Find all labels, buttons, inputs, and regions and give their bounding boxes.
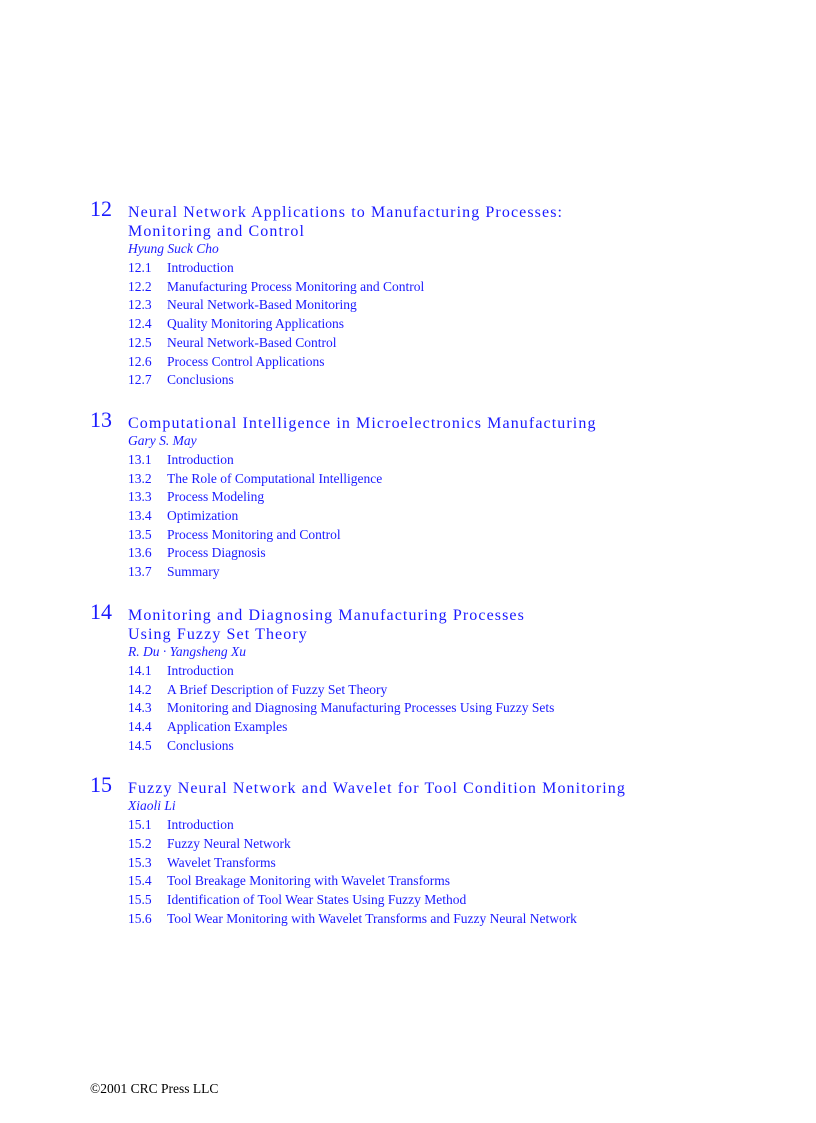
chapter-number[interactable]: 12: [90, 196, 112, 221]
chapter-title-link[interactable]: [128, 196, 790, 241]
section-number: 12.7: [128, 372, 152, 388]
section-title: Introduction: [167, 451, 234, 467]
section-title: Process Monitoring and Control: [167, 526, 341, 542]
section-list: [128, 662, 790, 756]
section-link[interactable]: [128, 563, 790, 582]
section-title: Conclusions: [167, 372, 234, 388]
chapter-14: [90, 599, 790, 756]
chapter-13: [90, 407, 790, 582]
section-link[interactable]: [128, 334, 790, 353]
section-title: Neural Network-Based Monitoring: [167, 297, 357, 313]
chapter-12: [90, 196, 790, 390]
chapter-title-line: Fuzzy Neural Network and Wavelet for Tool Condition Monitoring: [128, 780, 627, 798]
section-link[interactable]: [128, 662, 790, 681]
chapter-number[interactable]: 13: [90, 406, 112, 432]
chapter-title-link[interactable]: [128, 407, 790, 433]
section-link[interactable]: [128, 371, 790, 390]
section-title: Quality Monitoring Applications: [167, 316, 344, 332]
section-list: [128, 259, 790, 390]
section-title: Monitoring and Diagnosing Manufacturing Processes Using Fuzzy Sets: [167, 700, 555, 716]
section-title: Manufacturing Process Monitoring and Control: [167, 278, 425, 294]
section-link[interactable]: [128, 488, 790, 507]
section-link[interactable]: [128, 526, 790, 545]
section-title: Process Modeling: [167, 489, 265, 505]
chapter-title-link[interactable]: [128, 599, 790, 644]
chapter-title-line: Monitoring and Diagnosing Manufacturing Processes: [128, 606, 525, 624]
section-link[interactable]: [128, 681, 790, 700]
section-link[interactable]: [128, 872, 790, 891]
section-number: 13.6: [128, 545, 152, 561]
section-link[interactable]: [128, 507, 790, 526]
chapter-title-line: Using Fuzzy Set Theory: [128, 625, 308, 643]
chapter-15: [90, 772, 790, 928]
section-number: 12.6: [128, 353, 152, 369]
section-link[interactable]: [128, 278, 790, 297]
section-list: [128, 816, 790, 928]
section-link[interactable]: [128, 451, 790, 470]
section-number: 13.4: [128, 508, 152, 524]
section-title: Process Control Applications: [167, 353, 325, 369]
section-link[interactable]: [128, 699, 790, 718]
chapter-title-line: Neural Network Applications to Manufacturing Processes:: [128, 204, 564, 221]
section-title: Optimization: [167, 508, 239, 524]
section-title: The Role of Computational Intelligence: [167, 470, 383, 486]
section-number: 13.3: [128, 489, 152, 505]
section-link[interactable]: [128, 891, 790, 910]
chapter-number[interactable]: 14: [90, 598, 112, 624]
section-number: 13.7: [128, 564, 152, 580]
section-number: 12.5: [128, 334, 152, 350]
section-title: Introduction: [167, 260, 234, 275]
section-number: 13.5: [128, 526, 152, 542]
section-number: 14.1: [128, 662, 152, 678]
section-number: 15.4: [128, 873, 152, 889]
section-title: A Brief Description of Fuzzy Set Theory: [167, 681, 388, 697]
section-number: 12.3: [128, 297, 152, 313]
section-number: 15.3: [128, 854, 152, 870]
section-link[interactable]: [128, 353, 790, 372]
section-number: 14.3: [128, 700, 152, 716]
chapter-number[interactable]: 15: [90, 772, 112, 798]
section-number: 12.2: [128, 278, 152, 294]
chapter-title-link[interactable]: [128, 772, 790, 798]
section-title: Application Examples: [167, 718, 288, 734]
section-link[interactable]: [128, 259, 790, 278]
section-title: Tool Wear Monitoring with Wavelet Transforms and Fuzzy Neural Network: [167, 910, 577, 926]
section-title: Fuzzy Neural Network: [167, 836, 291, 852]
section-link[interactable]: [128, 470, 790, 489]
chapter-title-line: Monitoring and Control: [128, 223, 306, 240]
section-title: Neural Network-Based Control: [167, 334, 337, 350]
section-title: Tool Breakage Monitoring with Wavelet Transforms: [167, 873, 451, 889]
section-title: Introduction: [167, 817, 234, 833]
section-number: 15.6: [128, 910, 152, 926]
section-link[interactable]: [128, 816, 790, 835]
section-number: 14.4: [128, 718, 152, 734]
section-number: 12.1: [128, 260, 152, 275]
section-number: 13.1: [128, 451, 152, 467]
section-title: Summary: [167, 564, 220, 580]
section-number: 14.5: [128, 737, 152, 753]
section-title: Process Diagnosis: [167, 545, 266, 561]
section-number: 15.5: [128, 892, 152, 908]
section-link[interactable]: [128, 910, 790, 929]
section-list: [128, 451, 790, 582]
chapter-title-line: Computational Intelligence in Microelectronics Manufacturing: [128, 414, 597, 432]
chapter-author[interactable]: Hyung Suck Cho: [128, 241, 219, 256]
copyright-footer: ©2001 CRC Press LLC: [90, 1081, 219, 1096]
chapter-author[interactable]: R. Du · Yangsheng Xu: [128, 643, 247, 659]
section-link[interactable]: [128, 854, 790, 873]
section-number: 15.1: [128, 817, 152, 833]
section-title: Conclusions: [167, 737, 234, 753]
section-link[interactable]: [128, 544, 790, 563]
chapter-author[interactable]: Gary S. May: [128, 432, 197, 448]
section-title: Wavelet Transforms: [167, 854, 276, 870]
section-title: Identification of Tool Wear States Using Fuzzy Method: [167, 892, 467, 908]
section-link[interactable]: [128, 835, 790, 854]
section-number: 14.2: [128, 681, 152, 697]
section-title: Introduction: [167, 662, 234, 678]
section-link[interactable]: [128, 718, 790, 737]
section-link[interactable]: [128, 737, 790, 756]
chapter-author[interactable]: Xiaoli Li: [128, 798, 176, 814]
section-link[interactable]: [128, 296, 790, 315]
section-number: 12.4: [128, 316, 152, 332]
section-link[interactable]: [128, 315, 790, 334]
section-number: 13.2: [128, 470, 152, 486]
table-of-contents: [90, 196, 790, 946]
section-number: 15.2: [128, 836, 152, 852]
